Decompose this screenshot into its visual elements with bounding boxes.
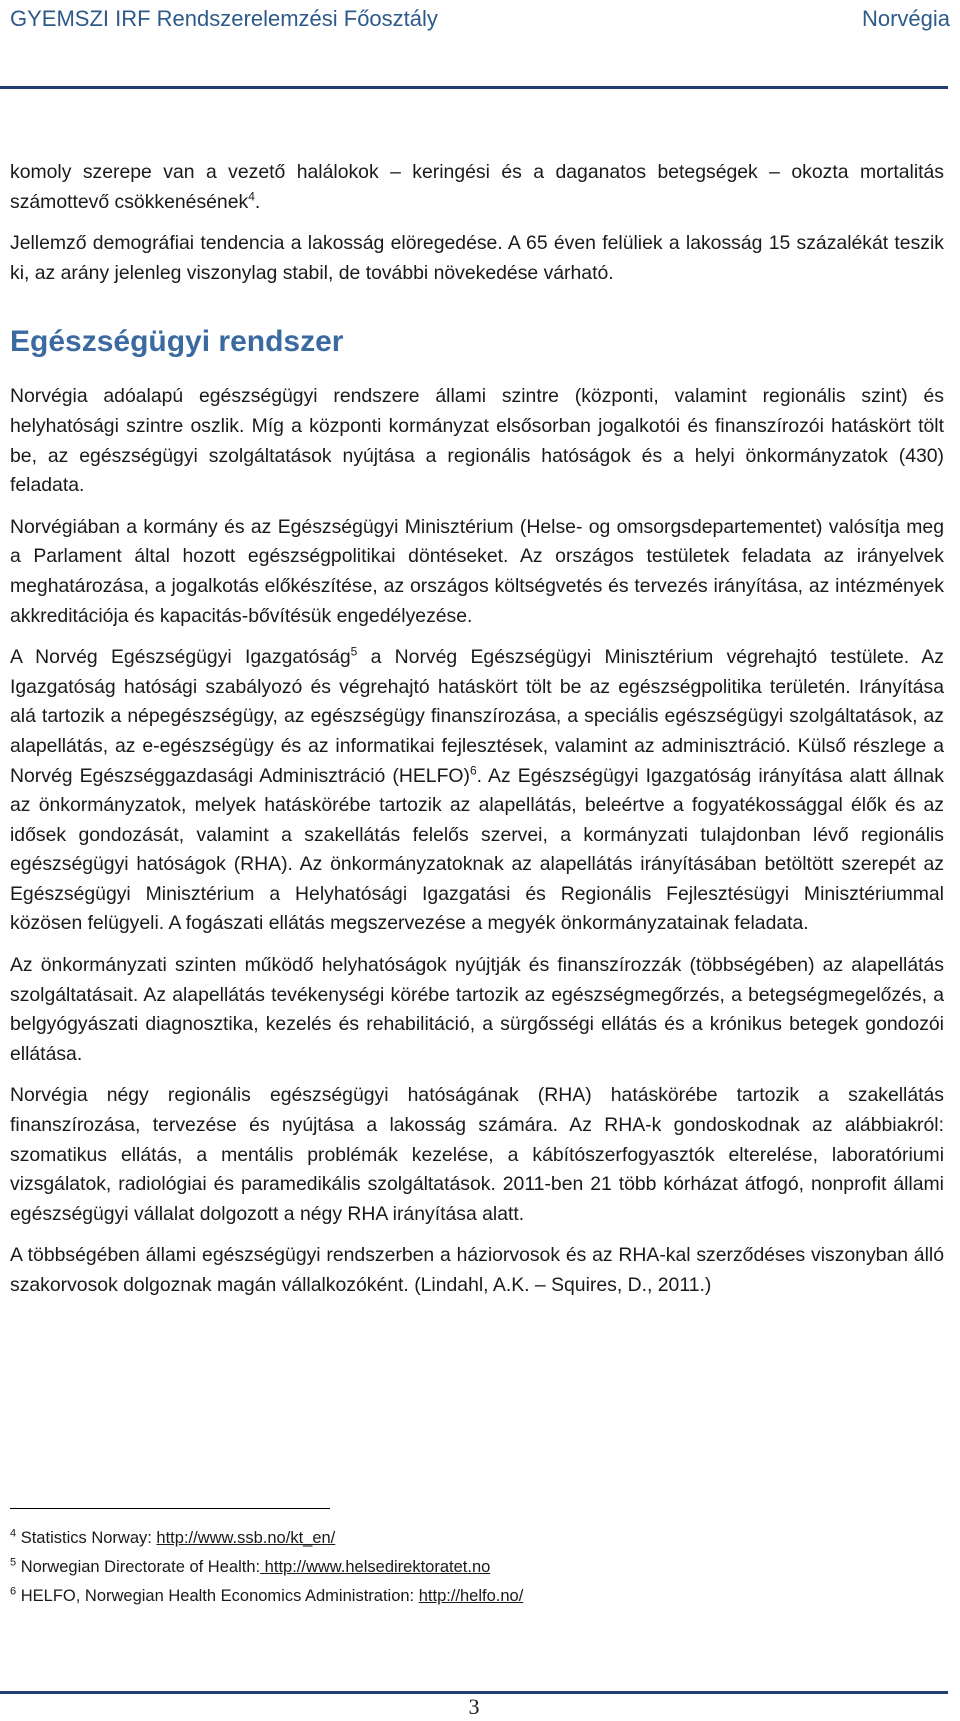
footnote-ref-5[interactable]: 5 bbox=[350, 644, 358, 659]
footnote-text: HELFO, Norwegian Health Economics Administration: bbox=[20, 1587, 419, 1605]
paragraph-ministry: Norvégiában a kormány és az Egészségügyi Minisztérium (Helse- og omsorgsdepartementet) valósítja meg a Parlament által hozott egészségpolitikai döntéseket. Az országos testületek feladata az irányelvek meghatározása, a jogalkotás előkészítése, az országos költségvetés és tervezés irányítása, az intézmények akkreditációja és kapacitás-bővítésük engedélyezése. bbox=[10, 515, 944, 627]
paragraph-system-overview: Norvégia adóalapú egészségügyi rendszere állami szintre (központi, valamint regionális szint) és helyhatósági szintre oszlik. Míg a központi kormányzat elsősorban jogalkotói és finanszírozói hatáskört tölt be, az egészségügyi szolgáltatások nyújtása a regionális hatóságok és a helyi önkormányzatok (430) feladata. bbox=[10, 385, 944, 497]
footnotes bbox=[10, 1524, 910, 1611]
footnote-6 bbox=[10, 1582, 910, 1611]
footnote-text: Statistics Norway: bbox=[20, 1529, 157, 1547]
paragraph-primary-care: Az önkormányzati szinten működő helyhatóságok nyújtják és finanszírozzák (többségében) az alapellátás szolgáltatásait. Az alapellátás tevékenységi körébe tartozik az egészségmegőrzés, a betegségmegelőzés, a belgyógyászati diagnosztika, kezelés és rehabilitáció, a sürgősségi ellátás és a krónikus betegek gondozói ellátása. bbox=[10, 954, 944, 1065]
header-country: Norvégia bbox=[861, 6, 950, 31]
page-number: 3 bbox=[468, 1694, 480, 1719]
footnote-5 bbox=[10, 1553, 910, 1582]
footnote-number: 6 bbox=[10, 1585, 17, 1598]
paragraph-text: komoly szerepe van a vezető halálokok – keringési és a daganatos betegségek – okozta mortalitás számottevő csökkenésének bbox=[10, 161, 944, 213]
paragraph-text: A Norvég Egészségügyi Igazgatóság bbox=[10, 646, 351, 669]
document-body bbox=[10, 158, 944, 1313]
footnote-separator bbox=[10, 1508, 330, 1509]
header-divider bbox=[0, 86, 948, 89]
footnote-ref-4[interactable]: 4 bbox=[248, 189, 255, 204]
header-org-title: GYEMSZI IRF Rendszerelemzési Főosztály bbox=[10, 6, 438, 31]
paragraph-text: . Az Egészségügyi Igazgatóság irányítása alatt állnak az önkormányzatok, melyek hatáskörébe tartozik az alapellátás, beleértve a fogyatékossággal élők és az idősek gondozását, valamint a szakellátás felelős szervei, a kormányzati tulajdonban lévő regionális egészségügyi hatóságok (RHA). Az önkormányzatoknak az alapellátás irányításában betöltött szerepét az Egészségügyi Minisztérium a Helyhatósági Igazgatási és Regionális Fejlesztésügyi Minisztériummal közösen felügyeli. A fogászati ellátás megszervezése a megyék önkormányzatainak feladata. bbox=[10, 764, 944, 935]
paragraph-directorate bbox=[10, 643, 944, 939]
paragraph-rha: Norvégia négy regionális egészségügyi hatóságának (RHA) hatáskörébe tartozik a szakellátás finanszírozása, tervezése és nyújtása a lakosság számára. Az RHA-k gondoskodnak az alábbiakról: szomatikus ellátás, a mentális problémák kezelése, a kábítószerfogyasztók elterelése, laboratóriumi vizsgálatok, radiológiai és paramedikális szolgáltatások. 2011-ben 21 több kórházat átfogó, nonprofit állami egészségügyi vállalat dolgozott a négy RHA irányítása alatt. bbox=[10, 1084, 944, 1225]
paragraph-demography: Jellemző demográfiai tendencia a lakosság elöregedése. A 65 éven felüliek a lakosság 15 százalékát teszik ki, az arány jelenleg viszonylag stabil, de további növekedése várható. bbox=[10, 232, 944, 284]
paragraph-text: a Norvég Egészségügyi Minisztérium végrehajtó testülete. Az Igazgatóság hatósági szabályozó és végrehajtó hatáskört tölt be az egészségpolitika területén. Irányítása alá tartozik a népegészségügy, az egészségügy finanszírozása, a speciális egészségügyi szolgáltatások, az alapellátás, az e-egészségügy és az informatikai fejlesztések, valamint az adminisztráció. Külső részlege a Norvég Egészséggazdasági Adminisztráció (HELFO) bbox=[10, 646, 944, 787]
footnote-link[interactable]: http://www.helsedirektoratet.no bbox=[260, 1558, 491, 1576]
footnote-4 bbox=[10, 1524, 910, 1553]
footnote-number: 4 bbox=[10, 1527, 17, 1540]
footnote-link[interactable]: http://helfo.no/ bbox=[418, 1587, 524, 1605]
footnote-link[interactable]: http://www.ssb.no/kt_en/ bbox=[156, 1529, 336, 1547]
footnote-text: Norwegian Directorate of Health: bbox=[20, 1558, 261, 1576]
paragraph-text: . bbox=[254, 190, 261, 213]
section-heading: Egészségügyi rendszer bbox=[10, 325, 344, 359]
paragraph-private-doctors: A többségében állami egészségügyi rendszerben a háziorvosok és az RHA-kal szerződéses viszonyban álló szakorvosok dolgoznak magán vállalkozóként. (Lindahl, A.K. – Squires, D., 2011.) bbox=[10, 1244, 944, 1296]
footnote-ref-6[interactable]: 6 bbox=[469, 763, 477, 778]
page-header bbox=[10, 6, 950, 36]
paragraph-mortality bbox=[10, 158, 944, 217]
footnote-number: 5 bbox=[10, 1556, 17, 1569]
